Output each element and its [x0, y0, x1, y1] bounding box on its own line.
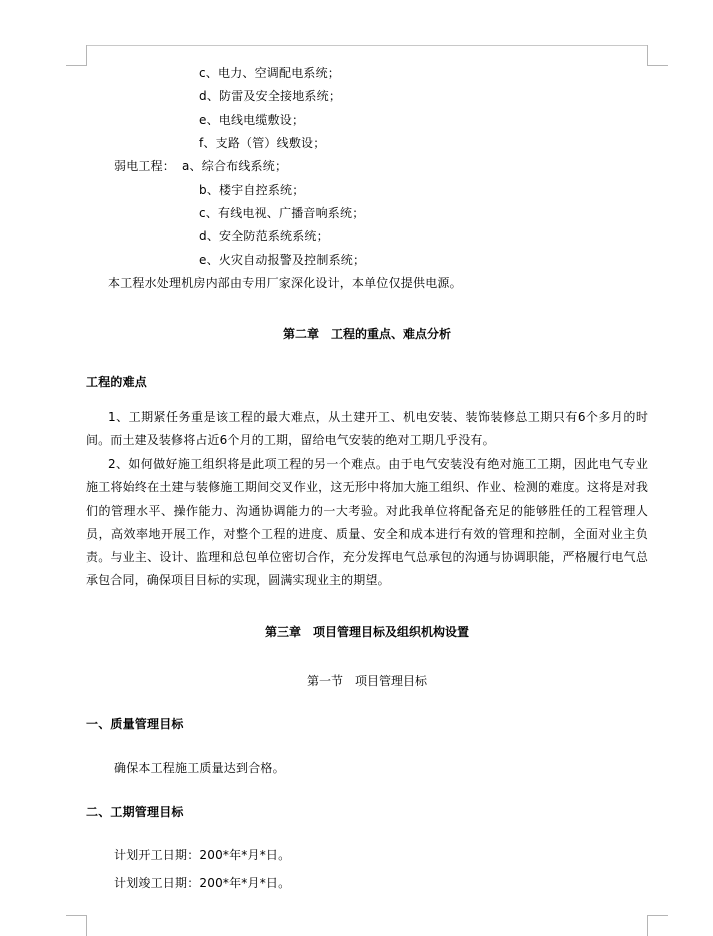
list-item: c、有线电视、广播音响系统； [199, 206, 365, 220]
crop-mark-bottom-right [647, 915, 668, 936]
section-title: 第一节 项目管理目标 [306, 674, 427, 688]
crop-mark-top-right [647, 45, 668, 66]
list-item: b、楼宇自控系统； [199, 183, 305, 197]
crop-mark-bottom-left [66, 915, 87, 936]
end-date: 计划竣工日期：200*年*月*日。 [114, 876, 291, 890]
start-date: 计划开工日期：200*年*月*日。 [114, 848, 291, 862]
section-heading: 工程的难点 [86, 375, 148, 389]
list-item: d、安全防范系统系统； [199, 229, 329, 243]
list-item: f、支路（管）线敷设； [199, 136, 326, 150]
list-item: e、电线电缆敷设； [199, 113, 305, 127]
page-top-border [86, 45, 647, 46]
crop-mark-top-left [66, 45, 87, 66]
body-paragraph: 2、如何做好施工组织将是此项工程的另一个难点。由于电气安装没有绝对施工工期，因此电气专业施工将始终在土建与装修施工期间交叉作业，这无形中将加大施工组织、作业、检测的难度。这将是对我们的管理水平、操作能力、沟通协调能力的一大考验。对此我单位将配备充足的能够胜任的工程管理人员，高效率地开展工作，对整个工程的进度、质量、安全和成本进行有效的管理和控制，全面对业主负责。与业主、设计、监理和总包单位密切合作，充分发挥电气总承包的沟通与协调职能，严格履行电气总承包合同，确保项目目标的实现，圆满实现业主的期望。 [86, 457, 648, 588]
note-paragraph: 本工程水处理机房内部由专用厂家深化设计，本单位仅提供电源。 [108, 276, 462, 290]
body-paragraph: 1、工期紧任务重是该工程的最大难点，从土建开工、机电安装、装饰装修总工期只有6个多月的时间。而土建及装修将占近6个月的工期，留给电气安装的绝对工期几乎没有。 [86, 410, 648, 448]
list-item: e、火灾自动报警及控制系统； [199, 253, 366, 267]
body-text: 确保本工程施工质量达到合格。 [114, 761, 285, 775]
chapter-title: 第三章 项目管理目标及组织机构设置 [264, 625, 469, 639]
section-heading: 二、工期管理目标 [86, 805, 184, 819]
list-item: c、电力、空调配电系统； [199, 66, 340, 80]
chapter-title: 第二章 工程的重点、难点分析 [282, 327, 451, 341]
list-item: d、防雷及安全接地系统； [199, 89, 342, 103]
list-item: a、综合布线系统； [182, 159, 288, 173]
section-heading: 一、质量管理目标 [86, 717, 184, 731]
weak-current-label: 弱电工程： [114, 159, 176, 173]
